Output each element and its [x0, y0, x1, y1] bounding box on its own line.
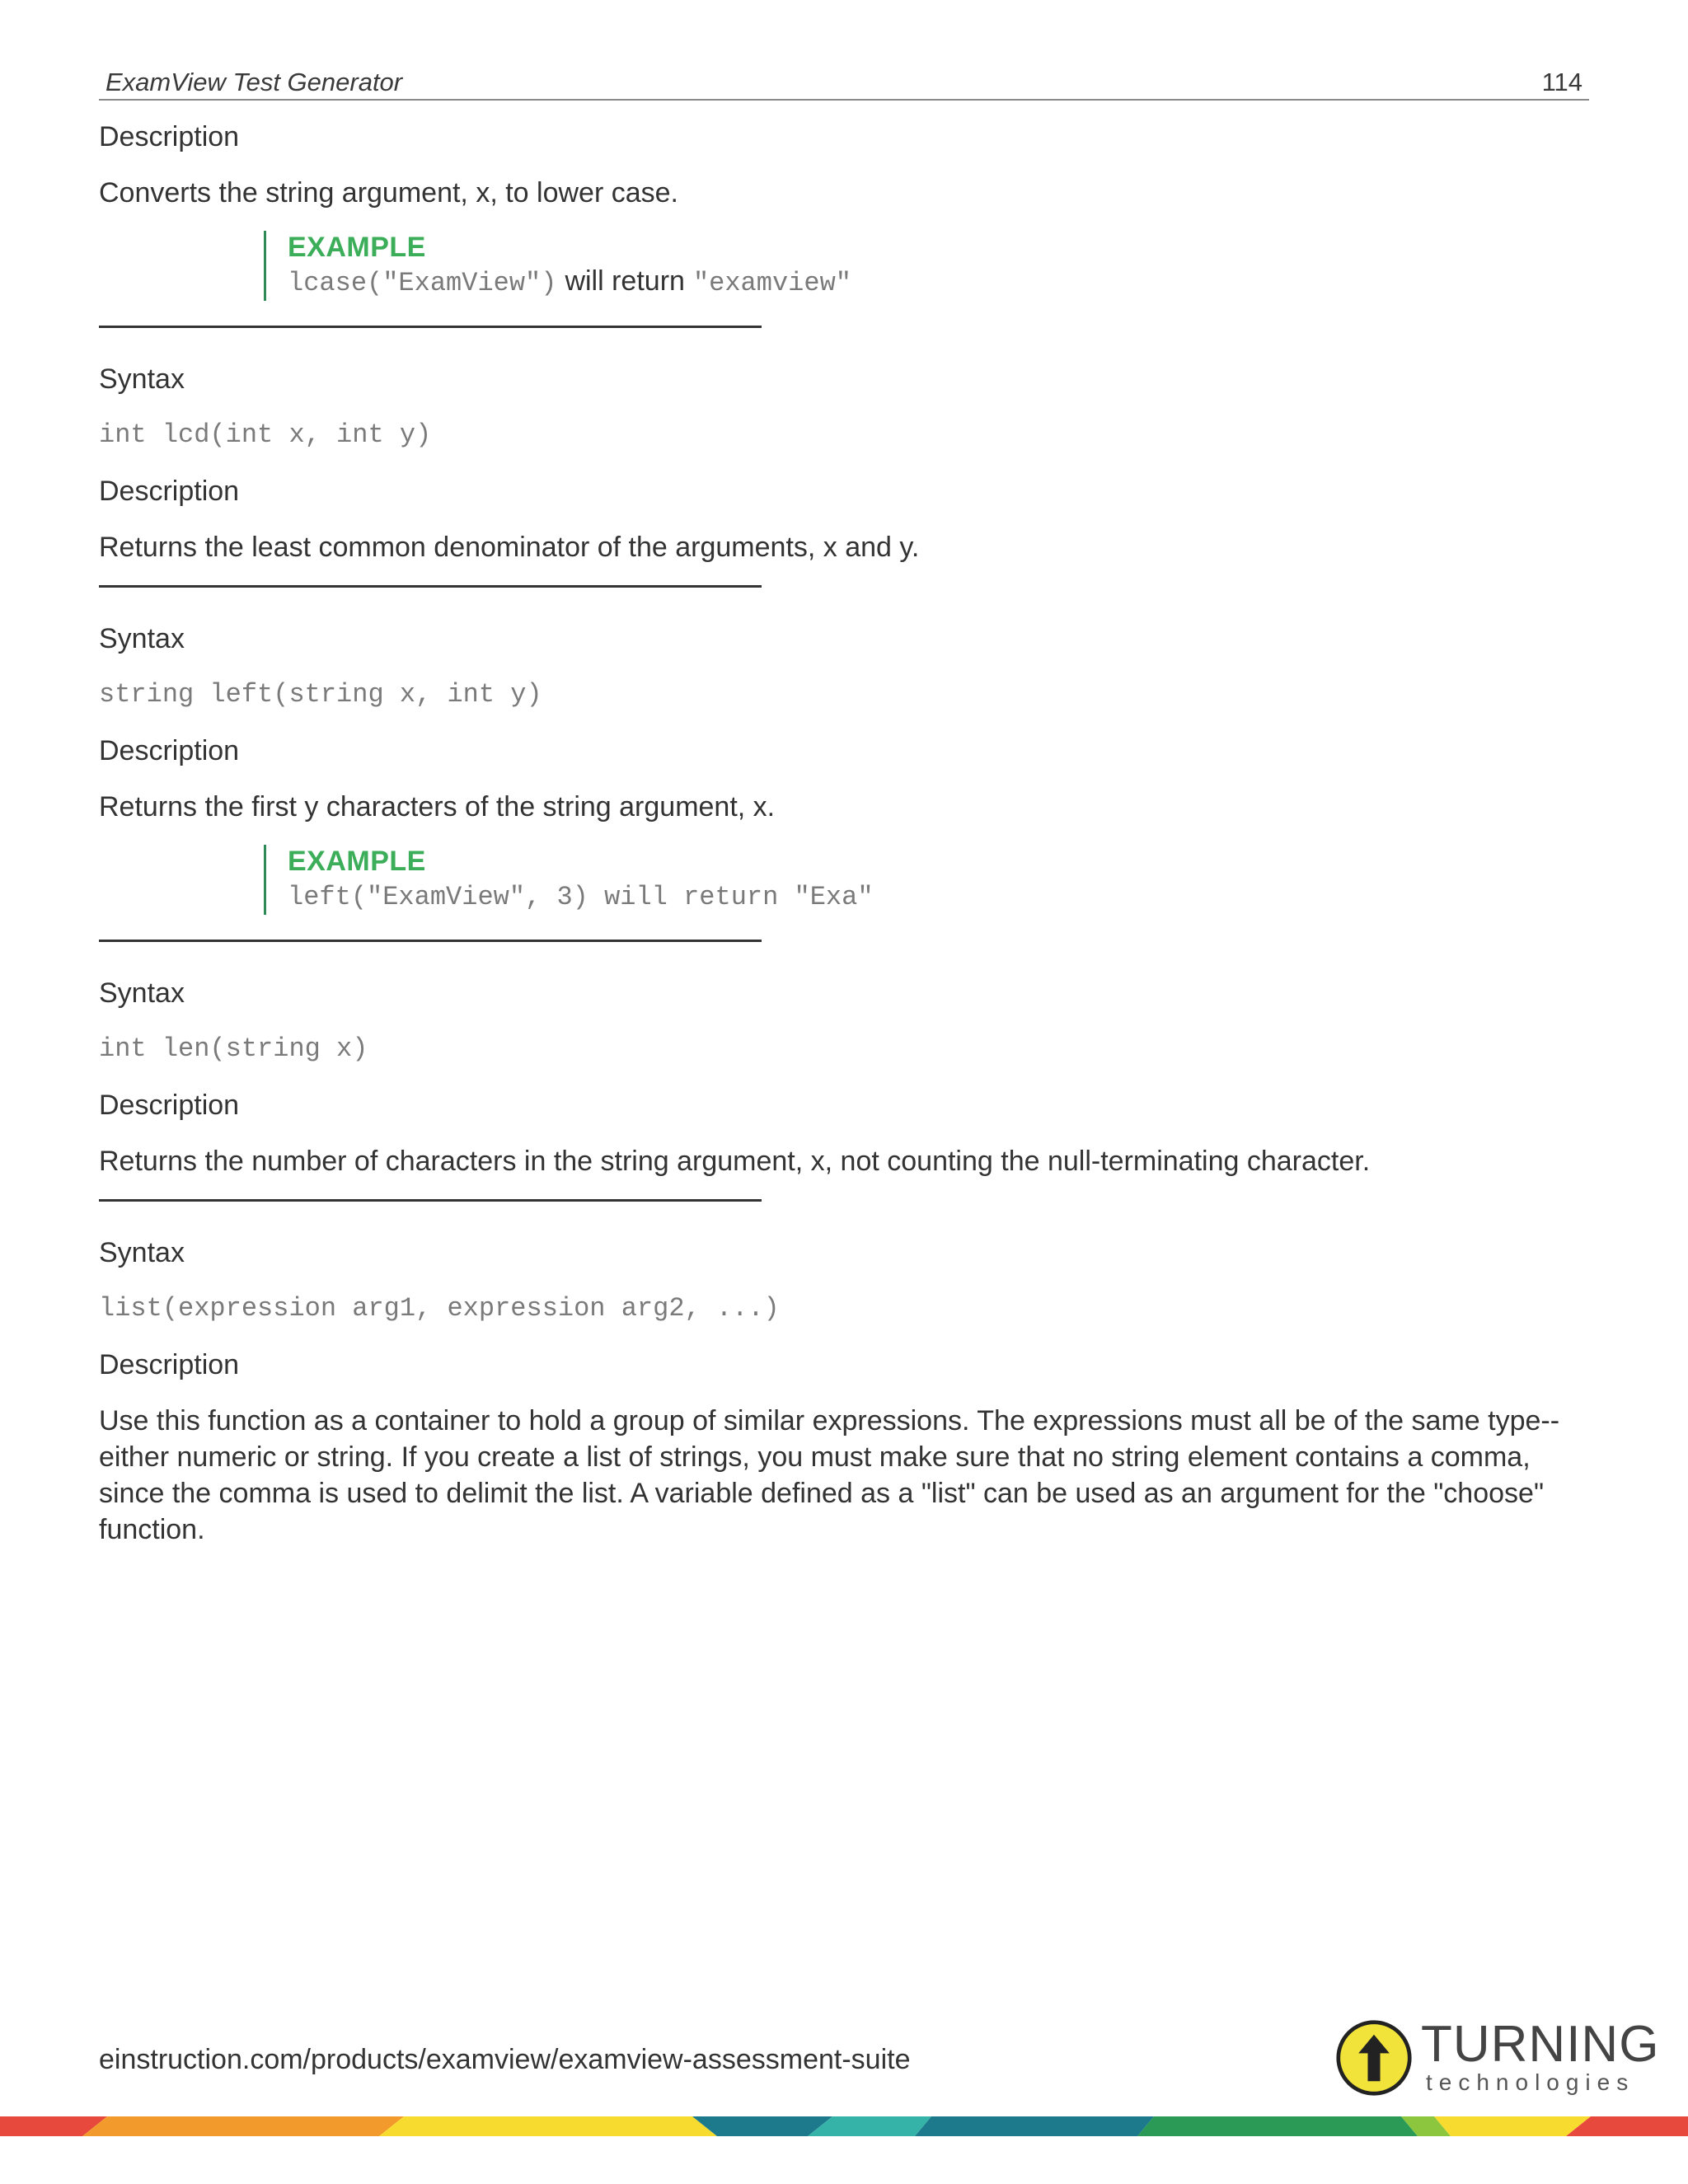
turning-arrow-icon	[1335, 2019, 1413, 2097]
section-separator	[99, 940, 762, 942]
page-header	[99, 64, 1589, 101]
function-entry-list	[99, 1235, 1599, 1548]
description-label: Description	[99, 476, 240, 507]
example-code-call: lcase("ExamView")	[288, 268, 557, 298]
example-code-line: left("ExamView", 3) will return "Exa"	[288, 882, 874, 912]
footer-color-stripe	[0, 2116, 1688, 2136]
example-box	[264, 231, 1599, 301]
syntax-code: int lcd(int x, int y)	[99, 419, 432, 450]
footer-bottom-band	[0, 2136, 1688, 2184]
description-text: Converts the string argument, x, to lower case.	[99, 177, 678, 209]
description-text: Returns the number of characters in the string argument, x, not counting the null-terminating character.	[99, 1146, 1371, 1177]
page-content	[99, 119, 1599, 1568]
description-text: Returns the least common denominator of the arguments, x and y.	[99, 532, 920, 563]
description-label: Description	[99, 1349, 240, 1380]
example-code-result: "examview"	[692, 268, 851, 298]
section-separator	[99, 1199, 762, 1202]
syntax-code: list(expression arg1, expression arg2, ...)	[99, 1293, 780, 1324]
description-label: Description	[99, 735, 240, 766]
turning-technologies-logo	[1335, 2016, 1660, 2100]
syntax-label: Syntax	[99, 623, 185, 654]
logo-wordmark: TURNING	[1421, 2016, 1660, 2073]
description-label: Description	[99, 121, 240, 152]
section-separator	[99, 585, 762, 588]
example-code	[288, 264, 1599, 301]
page-number: 114	[1541, 68, 1582, 96]
logo-subtitle: technologies	[1426, 2069, 1635, 2095]
function-entry-left	[99, 621, 1599, 915]
example-title: EXAMPLE	[288, 232, 426, 263]
example-code-connector: will return	[565, 265, 685, 297]
syntax-label: Syntax	[99, 1237, 185, 1268]
function-entry-lcd	[99, 361, 1599, 565]
example-title: EXAMPLE	[288, 846, 426, 877]
example-box	[264, 845, 1599, 915]
syntax-code: int len(string x)	[99, 1033, 368, 1064]
syntax-label: Syntax	[99, 977, 185, 1009]
footer-link[interactable]: einstruction.com/products/examview/examview-assessment-suite	[99, 2044, 911, 2075]
description-text: Returns the first y characters of the string argument, x.	[99, 791, 776, 823]
syntax-code: string left(string x, int y)	[99, 679, 542, 710]
syntax-label: Syntax	[99, 363, 185, 395]
example-code	[288, 878, 1599, 915]
function-entry-lcase	[99, 119, 1599, 301]
document-title: ExamView Test Generator	[106, 68, 403, 96]
function-entry-len	[99, 975, 1599, 1179]
description-label: Description	[99, 1090, 240, 1121]
description-text: Use this function as a container to hold a group of similar expressions. The expressions must all be of the same type--either numeric or string. If you create a list of strings, you must make sure that no string element contains a comma, since the comma is used to delimit the list. A variable defined as a "list" can be used as an argument for the "choose" function.	[99, 1405, 1560, 1545]
section-separator	[99, 326, 762, 328]
